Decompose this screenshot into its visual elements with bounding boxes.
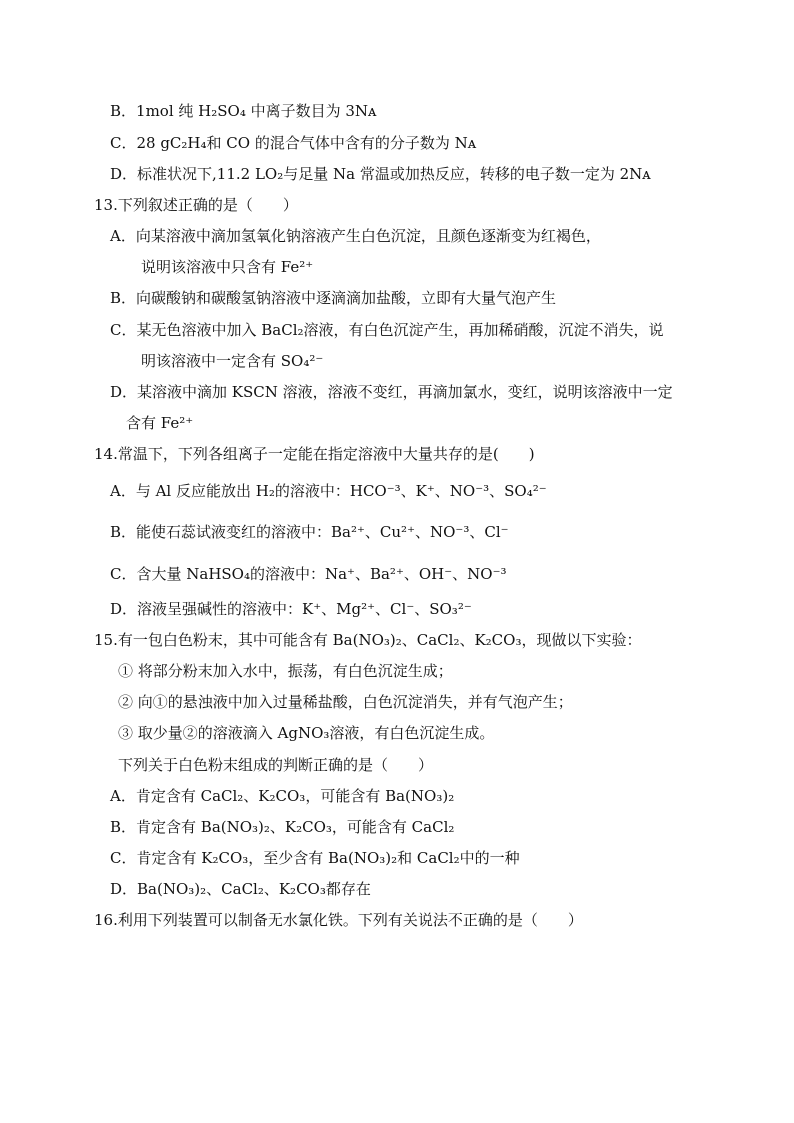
q15-step-1: ① 将部分粉末加入水中，振荡，有白色沉淀生成； xyxy=(118,662,453,680)
q16-stem: 16.利用下列装置可以制备无水氯化铁。下列有关说法不正确的是（ ） xyxy=(94,911,583,929)
q13-stem: 13.下列叙述正确的是（ ） xyxy=(94,196,298,214)
q15-option-d: D．Ba(NO₃)₂、CaCl₂、K₂CO₃都存在 xyxy=(110,880,371,898)
q15-option-b: B．肯定含有 Ba(NO₃)₂、K₂CO₃，可能含有 CaCl₂ xyxy=(110,818,455,836)
q14-option-d: D．溶液呈强碱性的溶液中：K⁺、Mg²⁺、Cl⁻、SO₃²⁻ xyxy=(110,600,472,618)
q15-option-a: A．肯定含有 CaCl₂、K₂CO₃，可能含有 Ba(NO₃)₂ xyxy=(110,787,455,805)
q15-option-c: C．肯定含有 K₂CO₃，至少含有 Ba(NO₃)₂和 CaCl₂中的一种 xyxy=(110,849,520,867)
q13-option-c-cont: 明该溶液中一定含有 SO₄²⁻ xyxy=(141,352,324,370)
q12-option-d: D．标准状况下,11.2 LO₂与足量 Na 常温或加热反应，转移的电子数一定为 2Nᴀ xyxy=(110,165,651,183)
q13-option-b: B．向碳酸钠和碳酸氢钠溶液中逐滴滴加盐酸，立即有大量气泡产生 xyxy=(110,289,557,307)
q13-option-c: C．某无色溶液中加入 BaCl₂溶液，有白色沉淀产生，再加稀硝酸，沉淀不消失，说 xyxy=(110,321,664,339)
q15-question: 下列关于白色粉末组成的判断正确的是（ ） xyxy=(118,756,434,774)
q12-option-c: C．28 gC₂H₄和 CO 的混合气体中含有的分子数为 Nᴀ xyxy=(110,134,477,152)
q14-option-b: B．能使石蕊试液变红的溶液中：Ba²⁺、Cu²⁺、NO⁻³、Cl⁻ xyxy=(110,523,509,541)
q13-option-d: D．某溶液中滴加 KSCN 溶液，溶液不变红，再滴加氯水，变红，说明该溶液中一定 xyxy=(110,383,673,401)
q13-option-d-cont: 含有 Fe²⁺ xyxy=(126,414,194,432)
q14-option-a: A．与 Al 反应能放出 H₂的溶液中：HCO⁻³、K⁺、NO⁻³、SO₄²⁻ xyxy=(110,482,547,500)
q14-option-c: C．含大量 NaHSO₄的溶液中：Na⁺、Ba²⁺、OH⁻、NO⁻³ xyxy=(110,565,507,583)
q14-stem: 14.常温下，下列各组离子一定能在指定溶液中大量共存的是( ) xyxy=(94,445,535,463)
q15-step-2: ② 向①的悬浊液中加入过量稀盐酸，白色沉淀消失，并有气泡产生； xyxy=(118,693,573,711)
q13-option-a-cont: 说明该溶液中只含有 Fe²⁺ xyxy=(141,258,314,276)
q13-option-a: A．向某溶液中滴加氢氧化钠溶液产生白色沉淀，且颜色逐渐变为红褐色， xyxy=(110,227,601,245)
q12-option-b: B．1mol 纯 H₂SO₄ 中离子数目为 3Nᴀ xyxy=(110,102,377,120)
q15-stem: 15.有一包白色粉末，其中可能含有 Ba(NO₃)₂、CaCl₂、K₂CO₃，现做以下实验： xyxy=(94,631,642,649)
q15-step-3: ③ 取少量②的溶液滴入 AgNO₃溶液，有白色沉淀生成。 xyxy=(118,724,495,742)
